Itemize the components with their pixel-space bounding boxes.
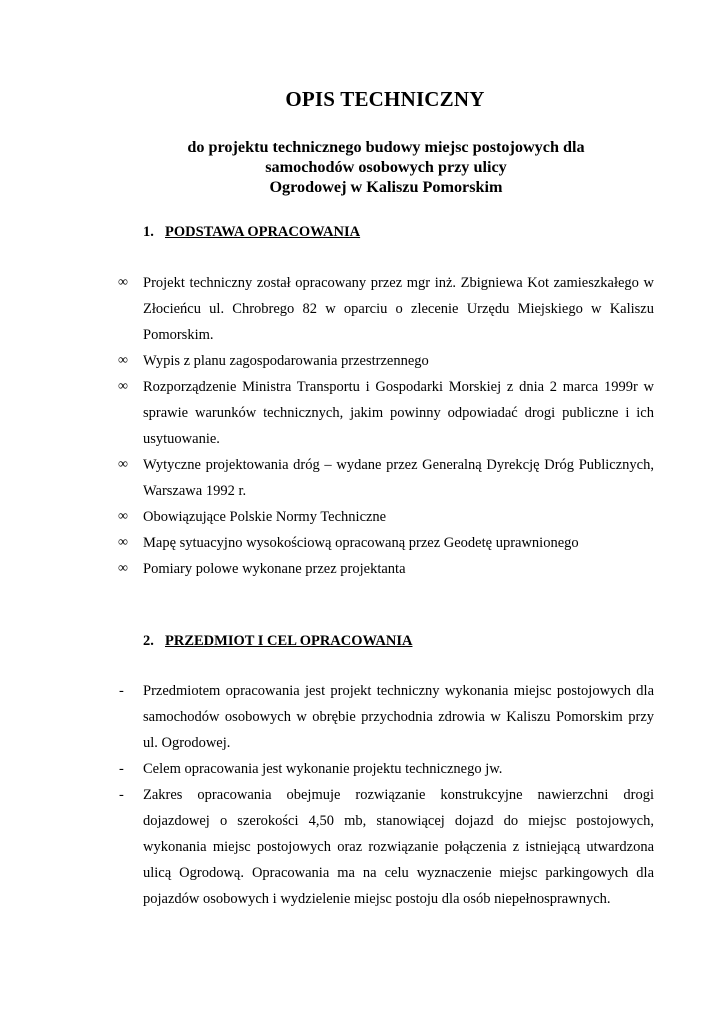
section-1-list (0, 270, 724, 582)
list-item-text: Zakres opracowania obejmuje rozwiązanie konstrukcyjne nawierzchni drogi dojazdowej o szerokości 4,50 mb, stanowiącej dojazd do miejsc postojowych, wykonania miejsc postojowych oraz rozwiązanie połączenia z istniejącą utwardzona ulicą Ogrodową. Opracowania ma na celu wyznaczenie miejsc parkingowych dla pojazdów osobowych i wydzielenie miejsc postoju dla osób niepełnosprawnych. (143, 787, 654, 907)
list-item (0, 374, 724, 452)
section-2-heading (143, 633, 412, 650)
infinity-bullet-icon: ∞ (118, 353, 128, 368)
section-1-heading (143, 224, 360, 241)
infinity-bullet-icon: ∞ (118, 509, 128, 524)
document-subtitle (0, 137, 724, 197)
list-item (0, 756, 724, 782)
list-item-text: Celem opracowania jest wykonanie projektu technicznego jw. (143, 761, 503, 777)
list-item (0, 530, 724, 556)
infinity-bullet-icon: ∞ (118, 275, 128, 290)
section-2-list (0, 678, 724, 912)
infinity-bullet-icon: ∞ (118, 457, 128, 472)
list-item (0, 452, 724, 504)
list-item-text: Obowiązujące Polskie Normy Techniczne (143, 509, 387, 525)
dash-bullet-icon: - (119, 761, 124, 777)
subtitle-line: do projektu technicznego budowy miejsc postojowych dla (187, 138, 585, 156)
list-item (0, 270, 724, 348)
dash-bullet-icon: - (119, 683, 124, 699)
list-item-text: Mapę sytuacyjno wysokościową opracowaną przez Geodetę uprawnionego (143, 535, 579, 551)
list-item (0, 348, 724, 374)
list-item-text: Rozporządzenie Ministra Transportu i Gospodarki Morskiej z dnia 2 marca 1999r w sprawie warunków technicznych, jakim powinny odpowiadać drogi publiczne i ich usytuowanie. (143, 379, 654, 447)
section-title: PODSTAWA OPRACOWANIA (165, 224, 361, 240)
infinity-bullet-icon: ∞ (118, 561, 128, 576)
infinity-bullet-icon: ∞ (118, 535, 128, 550)
subtitle-line: samochodów osobowych przy ulicy (265, 158, 507, 176)
list-item (0, 504, 724, 530)
subtitle-line: Ogrodowej w Kaliszu Pomorskim (269, 178, 503, 196)
section-number: 1. (143, 224, 154, 240)
list-item-text: Wytyczne projektowania dróg – wydane przez Generalną Dyrekcję Dróg Publicznych, Warszawa 1992 r. (143, 457, 654, 499)
list-item-text: Projekt techniczny został opracowany przez mgr inż. Zbigniewa Kot zamieszkałego w Złocieńcu ul. Chrobrego 82 w oparciu o zlecenie Urzędu Miejskiego w Kaliszu Pomorskim. (143, 275, 654, 343)
list-item-text: Pomiary polowe wykonane przez projektanta (143, 561, 406, 577)
infinity-bullet-icon: ∞ (118, 379, 128, 394)
list-item (0, 556, 724, 582)
list-item (0, 678, 724, 756)
list-item (0, 782, 724, 912)
dash-bullet-icon: - (119, 787, 124, 803)
section-number: 2. (143, 633, 154, 649)
list-item-text: Wypis z planu zagospodarowania przestrzennego (143, 353, 429, 369)
list-item-text: Przedmiotem opracowania jest projekt techniczny wykonania miejsc postojowych dla samochodów osobowych w obrębie przychodnia zdrowia w Kaliszu Pomorskim przy ul. Ogrodowej. (143, 683, 654, 751)
document-title: OPIS TECHNICZNY (285, 87, 485, 111)
section-title: PRZEDMIOT I CEL OPRACOWANIA (165, 633, 413, 649)
